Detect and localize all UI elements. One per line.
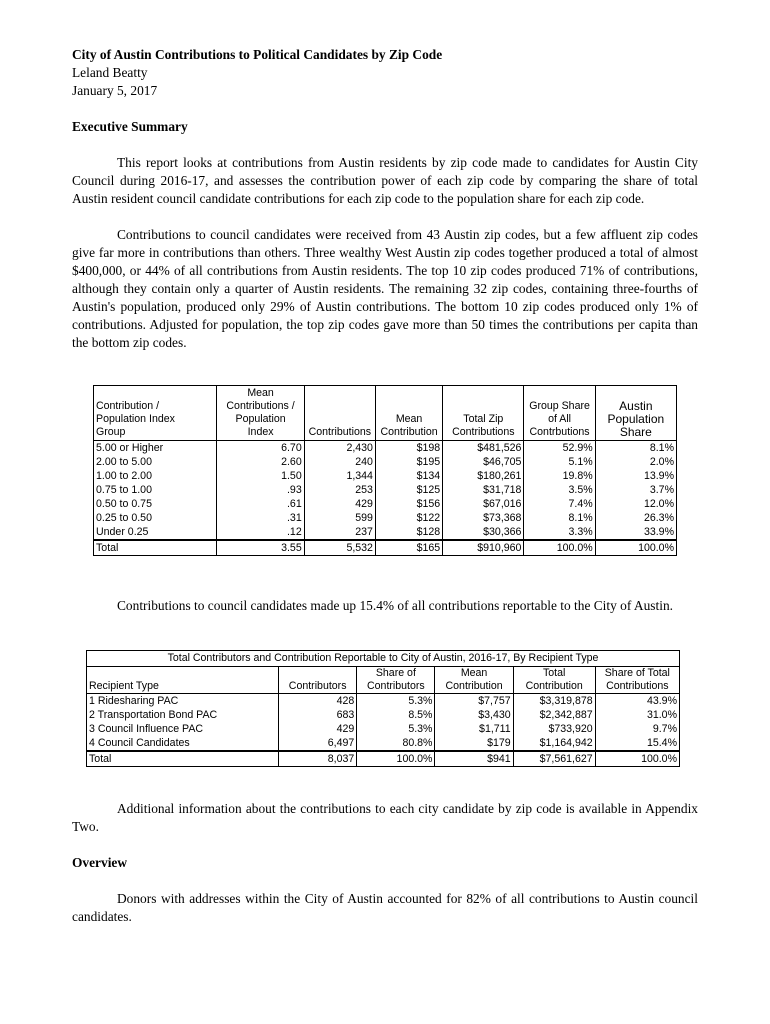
table-cell: 3.3% bbox=[524, 525, 595, 540]
table-cell: Total bbox=[94, 540, 217, 556]
table-cell: 7.4% bbox=[524, 497, 595, 511]
table-cell: 5.3% bbox=[357, 694, 435, 709]
exec-summary-para-2: Contributions to council candidates were received from 43 Austin zip codes, but a few affluent zip codes give far more in contributions than others. Three wealthy West Austin zip codes together produced a total of almost $400,000, or 44% of all contributions from Austin residents. The top 10 zip codes produced 71% of contributions, although they contain only a quarter of Austin residents. The remaining 32 zip codes, containing three-fourths of Austin's population, produced only 29% of Austin contributions. The bottom 10 zip codes produced only 1% of contributions. Adjusted for population, the top zip codes gave more than 50 times the contributions per capita than the bottom zip codes. bbox=[72, 227, 698, 350]
col-mean-header: Mean Contribution bbox=[375, 386, 442, 441]
table-cell: $125 bbox=[375, 483, 442, 497]
table-cell: $31,718 bbox=[443, 483, 524, 497]
table-row bbox=[94, 441, 677, 456]
table-cell: .93 bbox=[217, 483, 304, 497]
table-cell: $180,261 bbox=[443, 469, 524, 483]
table-cell: 8.1% bbox=[595, 441, 676, 456]
table-cell: .31 bbox=[217, 511, 304, 525]
table-cell: 3 Council Influence PAC bbox=[87, 722, 279, 736]
overview-para: Donors with addresses within the City of Austin accounted for 82% of all contributions to Austin council candidates. bbox=[72, 891, 698, 924]
table-cell: 6,497 bbox=[279, 736, 357, 751]
table-cell: $122 bbox=[375, 511, 442, 525]
table-cell: $195 bbox=[375, 455, 442, 469]
table-cell: 2.60 bbox=[217, 455, 304, 469]
table-row bbox=[94, 483, 677, 497]
table-cell: $198 bbox=[375, 441, 442, 456]
table-cell: Total bbox=[87, 751, 279, 767]
table-cell: 429 bbox=[279, 722, 357, 736]
report-date: January 5, 2017 bbox=[72, 83, 158, 98]
table-cell: $179 bbox=[435, 736, 513, 751]
table-cell: 599 bbox=[304, 511, 375, 525]
table-cell: 2 Transportation Bond PAC bbox=[87, 708, 279, 722]
table-cell: 8,037 bbox=[279, 751, 357, 767]
table-row bbox=[87, 694, 680, 709]
table-cell: 13.9% bbox=[595, 469, 676, 483]
col-total-contribution-header: Total Contribution bbox=[513, 667, 595, 694]
col-mean-index-header: Mean Contributions / Population Index bbox=[217, 386, 304, 441]
table-row bbox=[87, 708, 680, 722]
col-share-total-header: Share of Total Contributions bbox=[595, 667, 679, 694]
exec-summary-heading: Executive Summary bbox=[72, 119, 188, 134]
table-cell: .61 bbox=[217, 497, 304, 511]
recipient-type-table bbox=[86, 650, 680, 767]
table-cell: 253 bbox=[304, 483, 375, 497]
table-cell: $910,960 bbox=[443, 540, 524, 556]
table-cell: 5.1% bbox=[524, 455, 595, 469]
table-cell: 100.0% bbox=[357, 751, 435, 767]
table-cell: 237 bbox=[304, 525, 375, 540]
table-total-row bbox=[87, 751, 680, 767]
table-cell: $165 bbox=[375, 540, 442, 556]
appendix-para: Additional information about the contributions to each city candidate by zip code is available in Appendix Two. bbox=[72, 801, 698, 834]
table-row bbox=[87, 736, 680, 751]
table-cell: 52.9% bbox=[524, 441, 595, 456]
col-contributions-header: Contributions bbox=[304, 386, 375, 441]
table-cell: $67,016 bbox=[443, 497, 524, 511]
table-cell: 9.7% bbox=[595, 722, 679, 736]
table-cell: 1.00 to 2.00 bbox=[94, 469, 217, 483]
table-cell: 429 bbox=[304, 497, 375, 511]
contribution-index-table bbox=[93, 385, 677, 556]
table-cell: $481,526 bbox=[443, 441, 524, 456]
table-cell: 2,430 bbox=[304, 441, 375, 456]
table-cell: 8.5% bbox=[357, 708, 435, 722]
table-cell: 19.8% bbox=[524, 469, 595, 483]
table-cell: $3,430 bbox=[435, 708, 513, 722]
table-cell: $1,711 bbox=[435, 722, 513, 736]
table-cell: 100.0% bbox=[595, 751, 679, 767]
recipient-table-caption: Total Contributors and Contribution Reportable to City of Austin, 2016-17, By Recipient Type bbox=[87, 651, 680, 667]
table-cell: 1 Ridesharing PAC bbox=[87, 694, 279, 709]
col-pop-share-header: Austin Population Share bbox=[595, 386, 676, 441]
overview-heading: Overview bbox=[72, 855, 128, 870]
table-cell: $941 bbox=[435, 751, 513, 767]
table-cell: 1,344 bbox=[304, 469, 375, 483]
table-cell: 80.8% bbox=[357, 736, 435, 751]
col-group-header: Contribution / Population Index Group bbox=[94, 386, 217, 441]
table-cell: $7,757 bbox=[435, 694, 513, 709]
table-cell: 3.55 bbox=[217, 540, 304, 556]
table-cell: 5.00 or Higher bbox=[94, 441, 217, 456]
table-cell: 6.70 bbox=[217, 441, 304, 456]
council-share-para: Contributions to council candidates made up 15.4% of all contributions reportable to the City of Austin. bbox=[117, 598, 673, 613]
table-cell: 2.00 to 5.00 bbox=[94, 455, 217, 469]
table-cell: 3.7% bbox=[595, 483, 676, 497]
table-cell: 31.0% bbox=[595, 708, 679, 722]
report-author: Leland Beatty bbox=[72, 65, 148, 80]
table-cell: 100.0% bbox=[595, 540, 676, 556]
table-cell: $46,705 bbox=[443, 455, 524, 469]
table-cell: 428 bbox=[279, 694, 357, 709]
table-cell: 100.0% bbox=[524, 540, 595, 556]
table-cell: $2,342,887 bbox=[513, 708, 595, 722]
table-row bbox=[87, 722, 680, 736]
table-cell: 43.9% bbox=[595, 694, 679, 709]
table-cell: $134 bbox=[375, 469, 442, 483]
table-cell: $30,366 bbox=[443, 525, 524, 540]
col-group-share-header: Group Share of All Contrbutions bbox=[524, 386, 595, 441]
table-cell: 5,532 bbox=[304, 540, 375, 556]
table-cell: 1.50 bbox=[217, 469, 304, 483]
table-cell: 0.25 to 0.50 bbox=[94, 511, 217, 525]
report-title: City of Austin Contributions to Political Candidates by Zip Code bbox=[72, 47, 443, 62]
table-cell: $7,561,627 bbox=[513, 751, 595, 767]
table-cell: 33.9% bbox=[595, 525, 676, 540]
table-cell: 683 bbox=[279, 708, 357, 722]
col-recipient-type-header: Recipient Type bbox=[87, 667, 279, 694]
table-cell: 0.75 to 1.00 bbox=[94, 483, 217, 497]
table-cell: 15.4% bbox=[595, 736, 679, 751]
table-row bbox=[94, 469, 677, 483]
col-share-contributors-header: Share of Contributors bbox=[357, 667, 435, 694]
table-cell: 26.3% bbox=[595, 511, 676, 525]
table-cell: 0.50 to 0.75 bbox=[94, 497, 217, 511]
table-cell: 3.5% bbox=[524, 483, 595, 497]
table-cell: 240 bbox=[304, 455, 375, 469]
table-cell: 12.0% bbox=[595, 497, 676, 511]
table-total-row bbox=[94, 540, 677, 556]
table-cell: .12 bbox=[217, 525, 304, 540]
table-cell: $1,164,942 bbox=[513, 736, 595, 751]
table-cell: 2.0% bbox=[595, 455, 676, 469]
table-cell: $128 bbox=[375, 525, 442, 540]
col-total-header: Total Zip Contributions bbox=[443, 386, 524, 441]
table-row bbox=[94, 455, 677, 469]
report-page bbox=[72, 46, 698, 352]
table-cell: 5.3% bbox=[357, 722, 435, 736]
col-mean-contribution-header: Mean Contribution bbox=[435, 667, 513, 694]
table-row bbox=[94, 511, 677, 525]
col-contributors-header: Contributors bbox=[279, 667, 357, 694]
lower-text-block bbox=[72, 800, 698, 926]
table-cell: $73,368 bbox=[443, 511, 524, 525]
table-cell: $3,319,878 bbox=[513, 694, 595, 709]
table-row bbox=[94, 497, 677, 511]
table-cell: $156 bbox=[375, 497, 442, 511]
table-row bbox=[94, 525, 677, 540]
exec-summary-para-1: This report looks at contributions from Austin residents by zip code made to candidates for Austin City Council during 2016-17, and assesses the contribution power of each zip code by comparing the share of total Austin resident council candidate contributions for each zip code to the population share for each zip code. bbox=[72, 155, 698, 206]
table-cell: Under 0.25 bbox=[94, 525, 217, 540]
table-cell: 4 Council Candidates bbox=[87, 736, 279, 751]
table-cell: 8.1% bbox=[524, 511, 595, 525]
council-share-block bbox=[72, 597, 698, 615]
table-cell: $733,920 bbox=[513, 722, 595, 736]
